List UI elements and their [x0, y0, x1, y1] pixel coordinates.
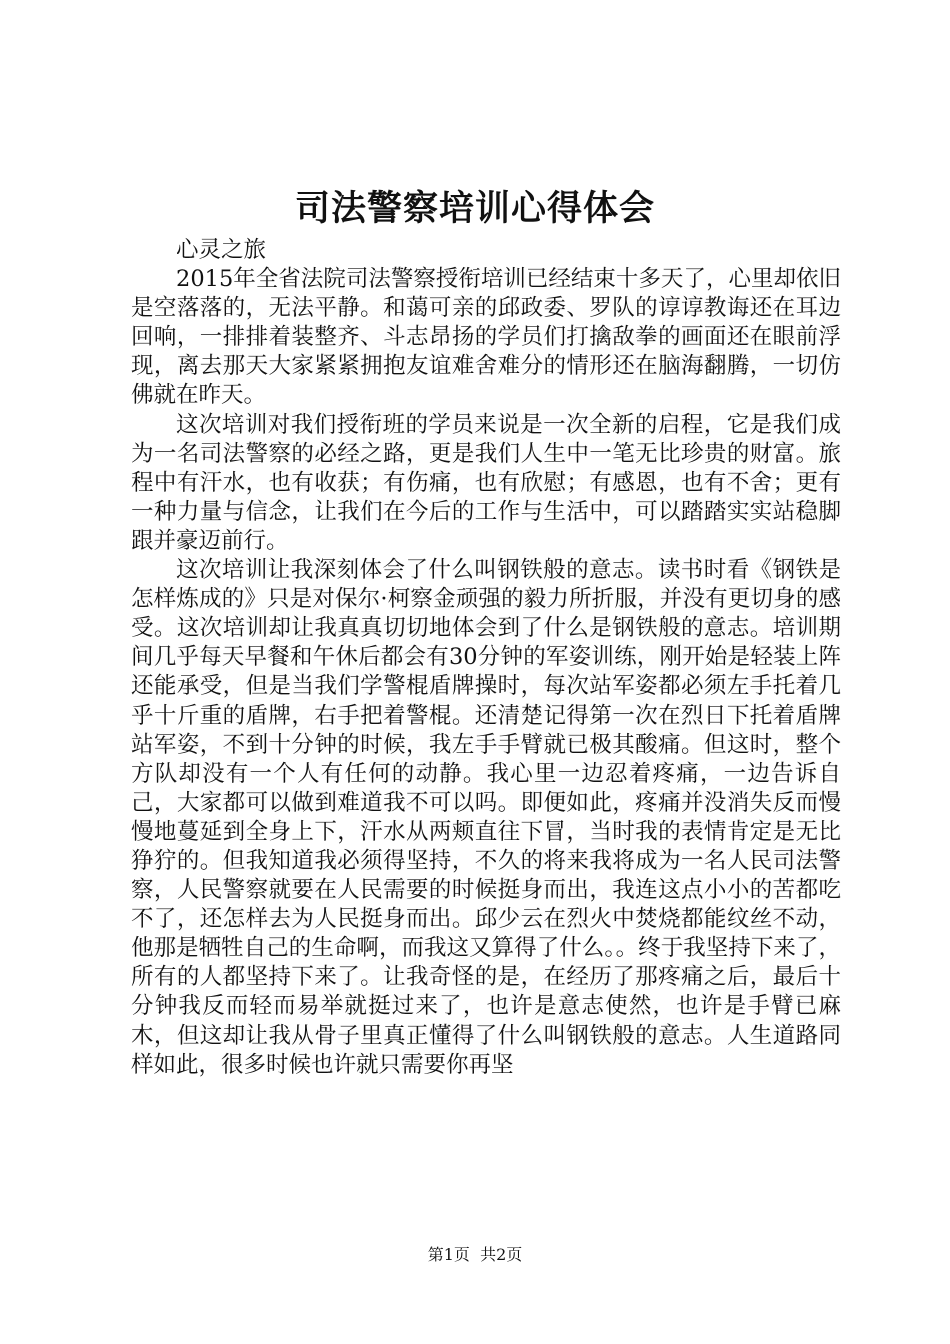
subtitle-paragraph: 心灵之旅 — [176, 237, 267, 263]
document-title: 司法警察培训心得体会 — [294, 188, 655, 229]
footer-spacer — [470, 1245, 480, 1264]
document-body — [131, 236, 841, 1080]
body-paragraph-3: 这次培训让我深刻体会了什么叫钢铁般的意志。读书时看《钢铁是怎样炼成的》只是对保尔·柯察金顽强的毅力所折服，并没有更切身的感受。这次培训却让我真真切切地体会到了什么是钢铁般的意志。培训期间几乎每天早餐和午休后都会有30分钟的军姿训练，刚开始是轻装上阵还能承受，但是当我们学警棍盾牌操时，每次站军姿都必须左手托着几乎十斤重的盾牌，右手把着警棍。还清楚记得第一次在烈日下托着盾牌站军姿，不到十分钟的时候，我左手手臂就已极其酸痛。但这时，整个方队却没有一个人有任何的动静。我心里一边忍着疼痛，一边告诉自己，大家都可以做到难道我不可以吗。即便如此，疼痛并没消失反而慢慢地蔓延到全身上下，汗水从两颊直往下冒，当时我的表情肯定是无比狰狞的。但我知道我必须得坚持，不久的将来我将成为一名人民司法警察，人民警察就要在人民需要的时候挺身而出，我连这点小小的苦都吃不了，还怎样去为人民挺身而出。邱少云在烈火中焚烧都能纹丝不动，他那是牺牲自己的生命啊，而我这又算得了什么。。终于我坚持下来了，所有的人都坚持下来了。让我奇怪的是，在经历了那疼痛之后，最后十分钟我反而轻而易举就挺过来了，也许是意志使然，也许是手臂已麻木，但这却让我从骨子里真正懂得了什么叫钢铁般的意志。人生道路同样如此，很多时候也许就只需要你再坚 — [131, 557, 841, 1078]
page-total: 共2页 — [480, 1245, 523, 1264]
body-paragraph-2: 这次培训对我们授衔班的学员来说是一次全新的启程，它是我们成为一名司法警察的必经之路，更是我们人生中一笔无比珍贵的财富。旅程中有汗水，也有收获；有伤痛，也有欣慰；有感恩，也有不舍；更有一种力量与信念，让我们在今后的工作与生活中，可以踏踏实实站稳脚跟并豪迈前行。 — [131, 411, 841, 554]
body-paragraph-1: 2015年全省法院司法警察授衔培训已经结束十多天了，心里却依旧是空落落的，无法平静。和蔼可亲的邱政委、罗队的谆谆教诲还在耳边回响，一排排着装整齐、斗志昂扬的学员们打擒敌拳的画面还在眼前浮现，离去那天大家紧紧拥抱友谊难舍难分的情形还在脑海翻腾，一切仿佛就在昨天。 — [131, 266, 841, 409]
page-footer — [0, 1244, 950, 1266]
page-number: 第1页 — [427, 1245, 470, 1264]
